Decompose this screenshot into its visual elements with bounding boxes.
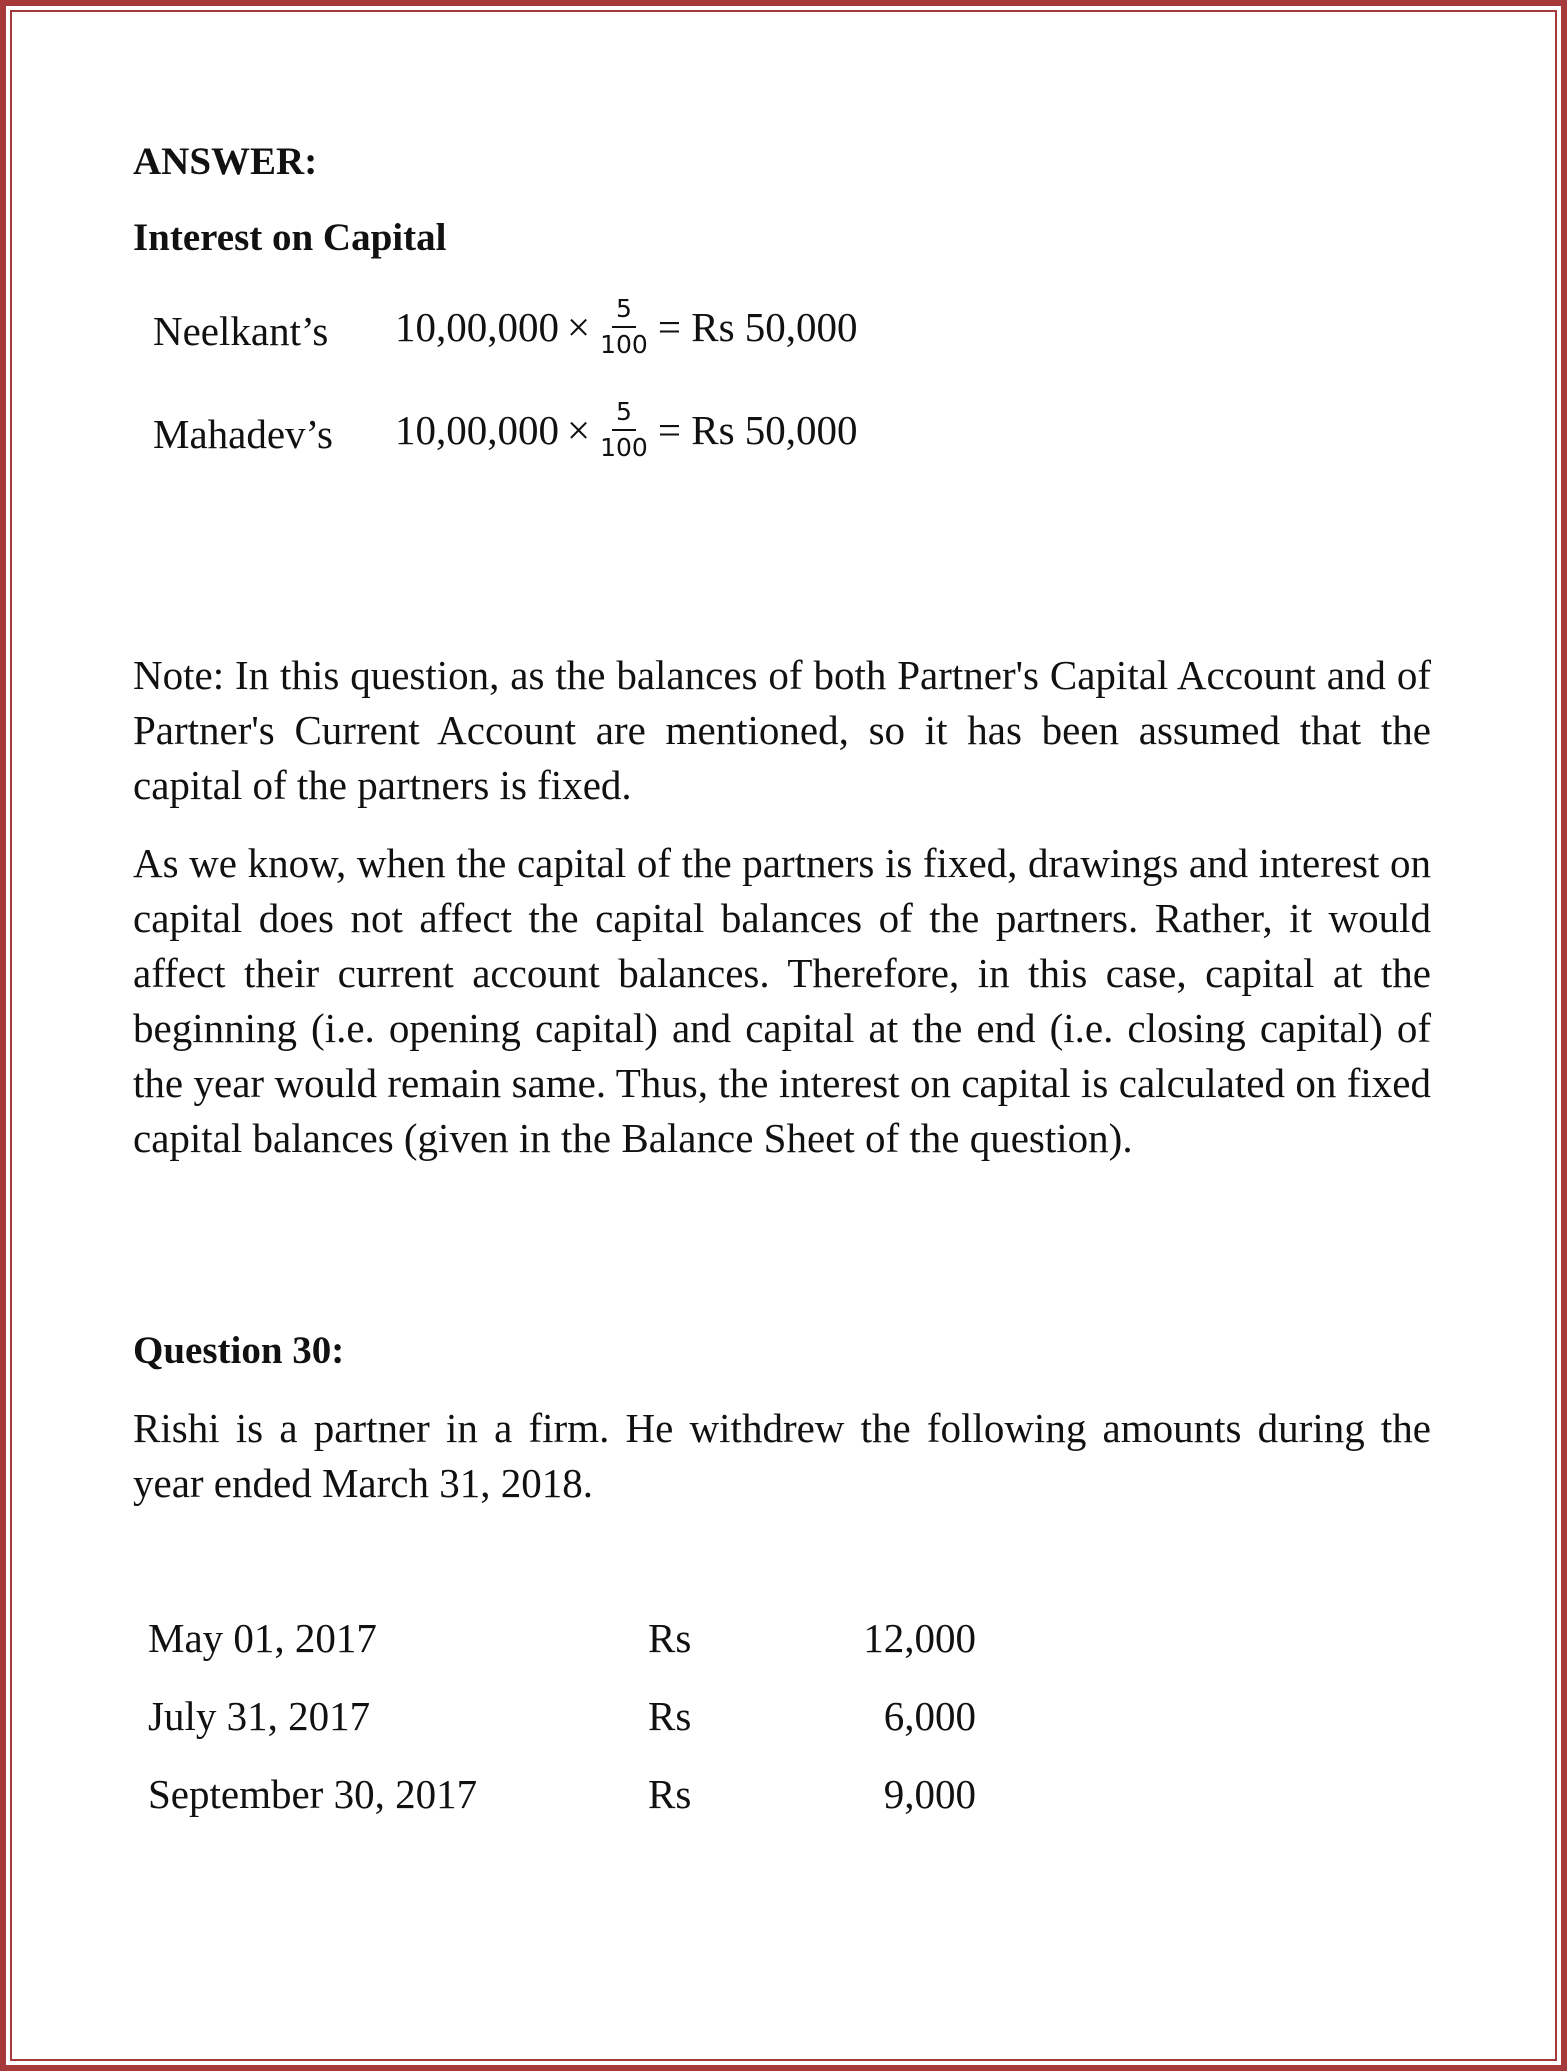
withdrawal-currency: Rs xyxy=(648,1693,692,1739)
calculation-expression xyxy=(395,287,858,367)
section-heading: Interest on Capital xyxy=(133,216,447,259)
calculation-result: = Rs 50,000 xyxy=(657,407,858,453)
withdrawal-row xyxy=(148,1686,976,1746)
withdrawal-row xyxy=(148,1608,976,1668)
question-heading: Question 30: xyxy=(133,1329,345,1372)
withdrawal-currency: Rs xyxy=(648,1615,692,1661)
withdrawal-amount: 12,000 xyxy=(863,1615,976,1661)
capital-amount: 10,00,000 xyxy=(395,407,559,453)
withdrawal-date: September 30, 2017 xyxy=(148,1771,478,1817)
rate-fraction xyxy=(596,295,652,359)
fraction-denominator: 100 xyxy=(600,433,648,462)
fraction-numerator: 5 xyxy=(612,398,636,431)
answer-heading: ANSWER: xyxy=(133,140,318,183)
withdrawal-date: May 01, 2017 xyxy=(148,1615,377,1661)
fraction-denominator: 100 xyxy=(600,330,648,359)
rate-fraction xyxy=(596,398,652,462)
explanation-paragraph: As we know, when the capital of the partners is fixed, drawings and interest on capital does not affect the capital balances of the partners. Rather, it would affect their current account balances. Therefore, in this case, capital at the beginning (i.e. opening capital) and capital at the end (i.e. closing capital) of the year would remain same. Thus, the interest on capital is calculated on fixed capital balances (given in the Balance Sheet of the question). xyxy=(133,840,1431,1161)
calculation-result: = Rs 50,000 xyxy=(657,304,858,350)
withdrawal-date: July 31, 2017 xyxy=(148,1693,371,1739)
question-text: Rishi is a partner in a firm. He withdrew the following amounts during the year ended March 31, 2018. xyxy=(133,1405,1431,1506)
multiply-sign: × xyxy=(567,407,591,453)
withdrawal-amount: 6,000 xyxy=(883,1693,976,1739)
calculation-expression xyxy=(395,390,858,470)
capital-amount: 10,00,000 xyxy=(395,304,559,350)
partner-name: Neelkant’s xyxy=(153,308,329,354)
fraction-numerator: 5 xyxy=(612,295,636,328)
withdrawal-row xyxy=(148,1764,976,1824)
multiply-sign: × xyxy=(567,304,591,350)
note-paragraph: Note: In this question, as the balances of both Partner's Capital Account and of Partner's Current Account are mentioned, so it has been assumed that the capital of the partners is fixed. xyxy=(133,652,1431,808)
partner-name: Mahadev’s xyxy=(153,411,333,457)
withdrawal-amount: 9,000 xyxy=(883,1771,976,1817)
withdrawal-currency: Rs xyxy=(648,1771,692,1817)
